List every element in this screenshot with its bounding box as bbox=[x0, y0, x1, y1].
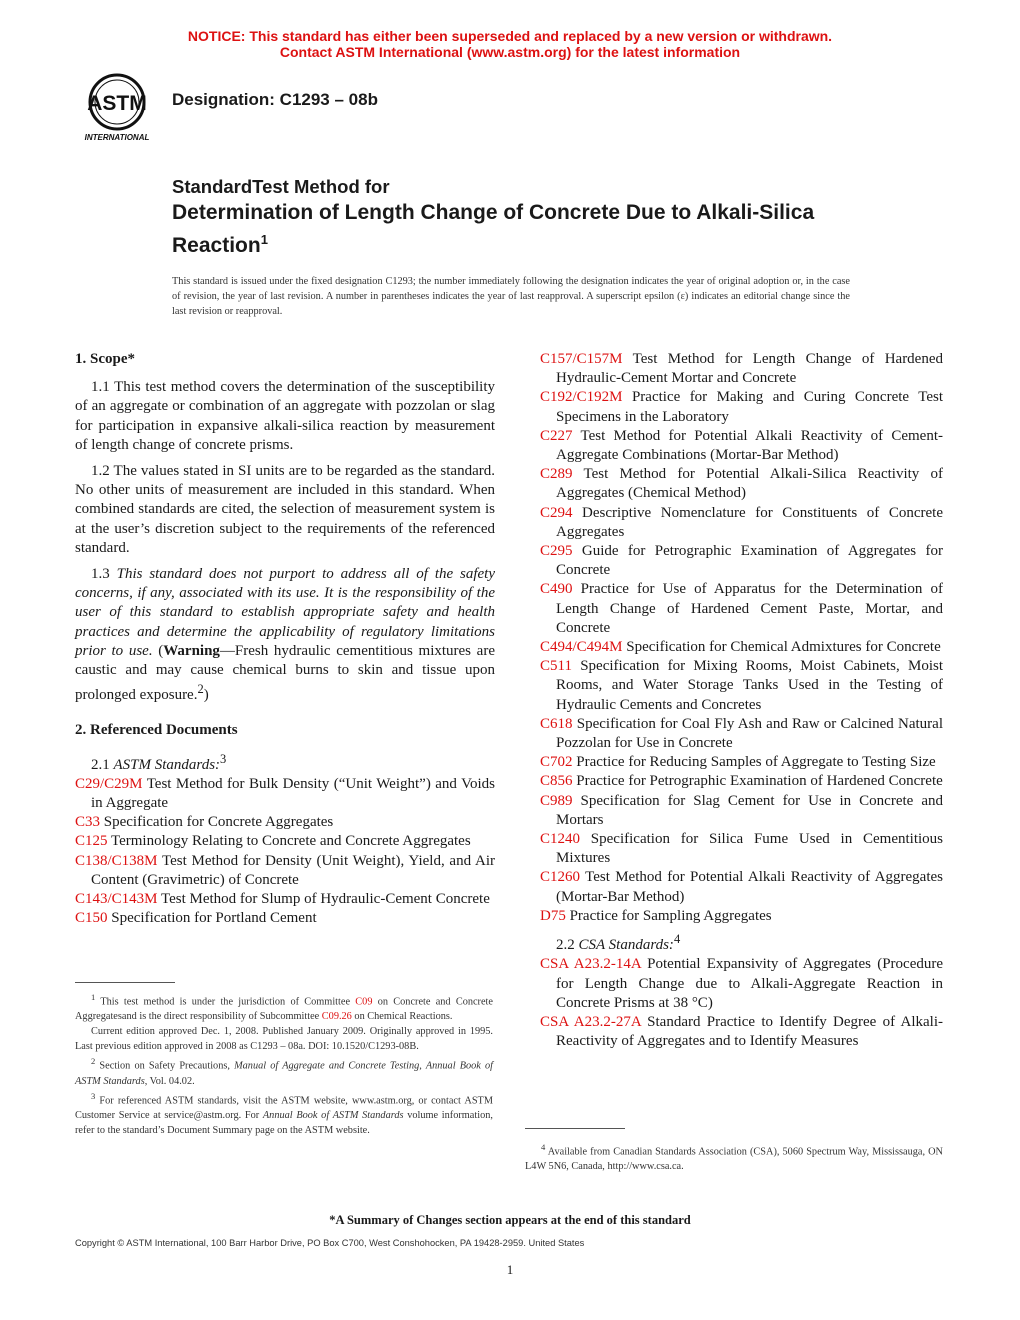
fn2-mark: 2 bbox=[91, 1056, 96, 1067]
reference-item bbox=[75, 852, 495, 890]
reference-code-link[interactable]: C192/C192M bbox=[540, 389, 623, 406]
reference-title: Test Method for Potential Alkali Reactivity of Cement-Aggregate Combinations (Mortar-Bar Method) bbox=[556, 427, 943, 464]
para-1-3 bbox=[75, 565, 495, 705]
footnote-3 bbox=[75, 1089, 493, 1138]
reference-item bbox=[75, 775, 495, 813]
footnote-divider bbox=[75, 982, 175, 983]
reference-title: Test Method for Bulk Density (“Unit Weight”) and Voids in Aggregate bbox=[91, 775, 495, 812]
para-1-3-num: 1.3 bbox=[91, 566, 117, 583]
issued-note: This standard is issued under the fixed designation C1293; the number immediately following the designation indicates the year of original adoption or, in the case of revision, the year of last revision. A number in parentheses indicates the year of last reapproval. A superscript epsilon (ε) indicates an editorial change since the last revision or reapproval. bbox=[172, 276, 850, 317]
reference-title: Terminology Relating to Concrete and Concrete Aggregates bbox=[107, 833, 471, 850]
subcommittee-link[interactable]: C09.26 bbox=[321, 1011, 352, 1023]
para-1-3-close: ) bbox=[203, 687, 209, 704]
footnotes-left bbox=[75, 990, 493, 1138]
notice-line-2: Contact ASTM International (www.astm.org) for the latest information bbox=[279, 44, 741, 60]
reference-code-link[interactable]: C618 bbox=[540, 715, 573, 732]
csa-ref-list bbox=[540, 955, 943, 1051]
reference-code-link[interactable]: C989 bbox=[540, 792, 573, 809]
fn3-italic: Annual Book of ASTM Standards bbox=[262, 1110, 404, 1122]
reference-item bbox=[540, 907, 943, 926]
title-footnote-mark: 1 bbox=[260, 232, 268, 247]
footnote-1 bbox=[75, 990, 493, 1024]
section-1-heading: 1. Scope* bbox=[75, 351, 135, 367]
reference-title: Test Method for Slump of Hydraulic-Cement Concrete bbox=[157, 891, 490, 908]
para-1-3-italic: This standard does not purport to address all of the safety concerns, if any, associated with its use. It is the responsibility of the user of this standard to establish appropriate safety and health practices and determine the applicability of regulatory limitations prior to use. bbox=[75, 566, 496, 659]
reference-code-link[interactable]: D75 bbox=[540, 907, 566, 924]
reference-title: Guide for Petrographic Examination of Aggregates for Concrete bbox=[556, 543, 943, 579]
notice-line-1: NOTICE: This standard has either been superseded and replaced by a new version or withdrawn. bbox=[187, 28, 833, 44]
reference-code-link[interactable]: C29/C29M bbox=[75, 775, 143, 792]
reference-title: Specification for Slag Cement for Use in Concrete and Mortars bbox=[556, 792, 943, 828]
footnote-1-edition: Current edition approved Dec. 1, 2008. Published January 2009. Originally approved in 1995. Last previous edition approved in 2008 as C1293 – 08a. DOI: 10.1520/C1293-08B. bbox=[75, 1026, 493, 1053]
reference-item bbox=[540, 868, 943, 906]
reference-code-link[interactable]: C1260 bbox=[540, 869, 581, 886]
designation: Designation: C1293 – 08b bbox=[172, 90, 378, 109]
logo-text: ASTM bbox=[87, 92, 147, 115]
reference-code-link[interactable]: C125 bbox=[75, 833, 108, 850]
reference-code-link[interactable]: C157/C157M bbox=[540, 351, 623, 367]
reference-item bbox=[540, 657, 943, 715]
reference-title: Specification for Concrete Aggregates bbox=[100, 814, 334, 831]
title-text: Determination of Length Change of Concrete Due to Alkali-Silica Reaction bbox=[172, 201, 815, 257]
reference-item bbox=[540, 580, 943, 638]
reference-code-link[interactable]: C150 bbox=[75, 910, 108, 927]
fn2-text-b: , Vol. 04.02. bbox=[144, 1075, 195, 1087]
reference-title: Potential Expansivity of Aggregates (Procedure for Length Change due to Alkali-Aggregate Reaction in Concrete Prisms at 38 °C) bbox=[556, 956, 944, 1011]
reference-item bbox=[540, 388, 943, 426]
reference-code-link[interactable]: C702 bbox=[540, 754, 573, 771]
reference-code-link[interactable]: CSA A23.2-27A bbox=[540, 1013, 641, 1030]
reference-title: Specification for Portland Cement bbox=[107, 910, 317, 927]
reference-code-link[interactable]: C289 bbox=[540, 466, 573, 483]
fn3-text-a: For referenced ASTM standards, visit the ASTM website, www.astm.org, or contact ASTM Customer Service at service@astm.org. For bbox=[75, 1095, 493, 1122]
reference-item bbox=[540, 350, 943, 388]
astm-logo bbox=[72, 72, 162, 144]
section-2-heading: 2. Referenced Documents bbox=[75, 722, 238, 739]
reference-item bbox=[540, 504, 943, 542]
fn4-text: Available from Canadian Standards Association (CSA), 5060 Spectrum Way, Mississauga, ON L4W 5N6, Canada, http://www.csa.ca. bbox=[525, 1146, 943, 1173]
para-1-3-rest: —Fresh hydraulic cementitious mixtures are caustic and may cause chemical burns to skin and tissue upon prolonged exposure. bbox=[75, 642, 495, 704]
reference-code-link[interactable]: C227 bbox=[540, 427, 573, 444]
footnote-ref-3: 3 bbox=[220, 751, 227, 766]
astm-label-text: ASTM Standards: bbox=[113, 756, 221, 773]
reference-item bbox=[540, 772, 943, 791]
reference-title: Practice for Use of Apparatus for the Determination of Length Change of Hardened Cement Paste, Mortar, and Concrete bbox=[556, 581, 943, 636]
fn3-mark: 3 bbox=[91, 1090, 96, 1101]
reference-code-link[interactable]: C511 bbox=[540, 658, 572, 675]
para-1-1: 1.1 This test method covers the determination of the susceptibility of an aggregate or combination of an aggregate with pozzolan or slag for participation in expansive alkali-silica reaction by measurement of length change of concrete prisms. bbox=[75, 379, 495, 453]
reference-code-link[interactable]: C143/C143M bbox=[75, 891, 158, 908]
reference-item bbox=[540, 753, 943, 772]
csa-label-num: 2.2 bbox=[556, 937, 579, 954]
reference-title: Specification for Chemical Admixtures for Concrete bbox=[622, 639, 941, 656]
reference-item bbox=[540, 955, 943, 1013]
reference-item bbox=[75, 832, 495, 851]
reference-title: Test Method for Potential Alkali Reactivity of Aggregates (Mortar-Bar Method) bbox=[556, 869, 943, 905]
reference-title: Standard Practice to Identify Degree of Alkali-Reactivity of Aggregates and to Identify Measures bbox=[556, 1013, 944, 1050]
page-number: 1 bbox=[506, 1262, 514, 1277]
reference-item bbox=[540, 638, 943, 657]
summary-note: *A Summary of Changes section appears at the end of this standard bbox=[329, 1213, 691, 1227]
footnote-divider-right bbox=[525, 1128, 625, 1129]
astm-standards-label bbox=[75, 750, 495, 775]
logo-subtext: INTERNATIONAL bbox=[84, 133, 150, 142]
reference-item bbox=[540, 427, 943, 465]
astm-ref-list-left bbox=[75, 775, 495, 929]
reference-title: Specification for Silica Fume Used in Cementitious Mixtures bbox=[556, 831, 943, 867]
fn3-text-b: volume information, refer to the standard’s Document Summary page on the ASTM website. bbox=[75, 1110, 493, 1137]
fn4-mark: 4 bbox=[541, 1142, 546, 1152]
reference-item bbox=[75, 909, 495, 928]
reference-item bbox=[540, 1013, 943, 1051]
reference-title: Test Method for Potential Alkali-Silica Reactivity of Aggregates (Chemical Method) bbox=[556, 466, 943, 502]
reference-code-link[interactable]: C494/C494M bbox=[540, 639, 623, 656]
reference-item bbox=[75, 890, 495, 909]
csa-label-text: CSA Standards: bbox=[578, 937, 674, 954]
reference-item bbox=[540, 830, 943, 868]
reference-code-link[interactable]: C1240 bbox=[540, 831, 581, 848]
reference-title: Test Method for Length Change of Hardened Hydraulic-Cement Mortar and Concrete bbox=[556, 351, 943, 387]
reference-title: Descriptive Nomenclature for Constituents of Concrete Aggregates bbox=[556, 504, 943, 540]
reference-item bbox=[540, 792, 943, 830]
reference-code-link[interactable]: C295 bbox=[540, 543, 573, 560]
committee-link[interactable]: C09 bbox=[355, 996, 373, 1008]
footnote-2 bbox=[75, 1054, 493, 1088]
reference-title: Test Method for Density (Unit Weight), Yield, and Air Content (Gravimetric) of Concrete bbox=[91, 852, 495, 888]
right-column bbox=[540, 350, 943, 1051]
reference-title: Practice for Petrographic Examination of Hardened Concrete bbox=[572, 773, 943, 790]
reference-code-link[interactable]: C33 bbox=[75, 814, 101, 831]
footnote-ref-4: 4 bbox=[673, 932, 681, 947]
reference-code-link[interactable]: CSA A23.2-14A bbox=[540, 956, 641, 973]
reference-title: Practice for Sampling Aggregates bbox=[565, 907, 772, 924]
astm-ref-list-right bbox=[540, 350, 943, 926]
reference-item bbox=[540, 542, 943, 580]
footnote-ref-2: 2 bbox=[197, 682, 204, 697]
reference-title: Practice for Reducing Samples of Aggregate to Testing Size bbox=[572, 754, 936, 771]
fn2-italic: Manual of Aggregate and Concrete Testing, Annual Book of ASTM Standards bbox=[75, 1060, 493, 1087]
reference-title: Practice for Making and Curing Concrete Test Specimens in the Laboratory bbox=[556, 389, 943, 425]
para-1-3-open: ( bbox=[152, 642, 164, 659]
fn1-text-c: on Chemical Reactions. bbox=[351, 1011, 453, 1023]
astm-label-num: 2.1 bbox=[91, 756, 114, 773]
reference-item bbox=[540, 465, 943, 503]
footnote-4 bbox=[525, 1140, 943, 1174]
reference-code-link[interactable]: C294 bbox=[540, 504, 573, 521]
reference-title: Specification for Coal Fly Ash and Raw or Calcined Natural Pozzolan for Use in Concrete bbox=[556, 715, 943, 752]
reference-item bbox=[75, 813, 495, 832]
reference-item bbox=[540, 715, 943, 753]
csa-standards-label bbox=[540, 930, 943, 955]
para-1-2: 1.2 The values stated in SI units are to be regarded as the standard. No other units of measurement are included in this standard. When combined standards are cited, the selection of measurement system is at the user’s discretion subject to the requirements of the referenced standard. bbox=[75, 463, 495, 556]
reference-code-link[interactable]: C138/C138M bbox=[75, 852, 158, 869]
left-column bbox=[75, 350, 495, 928]
reference-code-link[interactable]: C490 bbox=[540, 581, 573, 598]
warning-label: Warning bbox=[163, 642, 220, 659]
reference-title: Specification for Mixing Rooms, Moist Cabinets, Moist Rooms, and Water Storage Tanks Used in the Testing of Hydraulic Cements and Concretes bbox=[556, 658, 943, 713]
page-title bbox=[172, 199, 872, 259]
reference-code-link[interactable]: C856 bbox=[540, 773, 573, 790]
copyright: Copyright © ASTM International, 100 Barr Harbor Drive, PO Box C700, West Conshohocken, PA 19428-2959. United States bbox=[75, 1238, 585, 1248]
fn1-text-b: on Concrete and Concrete Aggregatesand is the direct responsibility of Subcommittee bbox=[75, 996, 493, 1023]
fn1-mark: 1 bbox=[91, 992, 96, 1002]
fn2-text-a: Section on Safety Precautions, bbox=[95, 1060, 235, 1072]
title-line-1: StandardTest Method for bbox=[172, 176, 390, 197]
fn1-text-a: This test method is under the jurisdiction of Committee bbox=[95, 996, 356, 1008]
